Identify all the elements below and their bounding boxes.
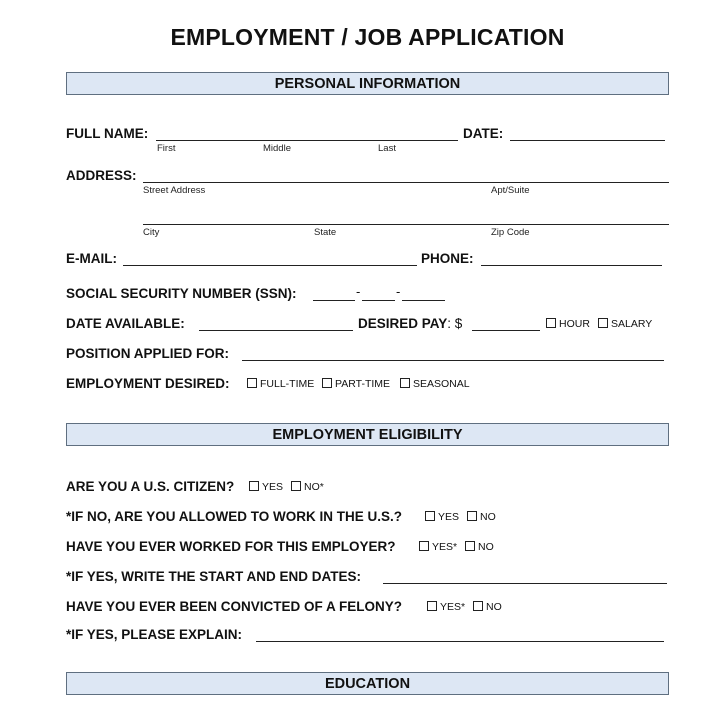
- worked-yes-checkbox[interactable]: [419, 541, 429, 551]
- felony-no-checkbox[interactable]: [473, 601, 483, 611]
- worked-before-question: HAVE YOU EVER WORKED FOR THIS EMPLOYER?: [66, 539, 396, 554]
- first-name-caption: First: [157, 143, 176, 154]
- allowed-yes-option[interactable]: YES: [425, 511, 459, 523]
- citizen-yes-checkbox[interactable]: [249, 481, 259, 491]
- salary-option[interactable]: SALARY: [598, 318, 652, 330]
- ssn-part-2-field[interactable]: [362, 300, 395, 301]
- middle-name-caption: Middle: [263, 143, 291, 154]
- position-field[interactable]: [242, 360, 664, 361]
- ssn-dash-2: -: [396, 284, 401, 299]
- salary-checkbox[interactable]: [598, 318, 608, 328]
- section-header-personal-information: PERSONAL INFORMATION: [66, 72, 669, 95]
- part-time-option[interactable]: PART-TIME: [322, 378, 390, 390]
- worked-yes-option[interactable]: YES*: [419, 541, 457, 553]
- ssn-label: SOCIAL SECURITY NUMBER (SSN):: [66, 286, 297, 301]
- worked-no-option[interactable]: NO: [465, 541, 494, 553]
- page-title: EMPLOYMENT / JOB APPLICATION: [170, 24, 565, 50]
- last-name-caption: Last: [378, 143, 396, 154]
- section-header-employment-eligibility: EMPLOYMENT ELIGIBILITY: [66, 423, 669, 446]
- address-label: ADDRESS:: [66, 168, 137, 183]
- email-field[interactable]: [123, 265, 417, 266]
- citizen-no-option[interactable]: NO*: [291, 481, 324, 493]
- position-label: POSITION APPLIED FOR:: [66, 346, 230, 361]
- seasonal-checkbox[interactable]: [400, 378, 410, 388]
- full-time-checkbox[interactable]: [247, 378, 257, 388]
- citizen-no-checkbox[interactable]: [291, 481, 301, 491]
- explain-field[interactable]: [256, 641, 664, 642]
- date-label: DATE:: [463, 126, 504, 141]
- explain-question: *IF YES, PLEASE EXPLAIN:: [66, 627, 243, 642]
- date-available-label: DATE AVAILABLE:: [66, 316, 185, 331]
- email-label: E-MAIL:: [66, 251, 117, 266]
- allowed-no-option[interactable]: NO: [467, 511, 496, 523]
- felony-question: HAVE YOU EVER BEEN CONVICTED OF A FELONY?: [66, 599, 403, 614]
- employment-desired-label: EMPLOYMENT DESIRED:: [66, 376, 230, 391]
- ssn-part-1-field[interactable]: [313, 300, 355, 301]
- part-time-checkbox[interactable]: [322, 378, 332, 388]
- ssn-dash-1: -: [356, 284, 361, 299]
- city-caption: City: [143, 227, 160, 238]
- date-field[interactable]: [510, 140, 665, 141]
- zip-code-caption: Zip Code: [491, 227, 530, 238]
- full-name-label: FULL NAME:: [66, 126, 149, 141]
- date-available-field[interactable]: [199, 330, 353, 331]
- desired-pay-label: DESIRED PAY: $: [358, 316, 463, 331]
- state-caption: State: [314, 227, 337, 238]
- street-address-caption: Street Address: [143, 185, 206, 196]
- felony-no-option[interactable]: NO: [473, 601, 502, 613]
- full-time-option[interactable]: FULL-TIME: [247, 378, 314, 390]
- apt-suite-caption: Apt/Suite: [491, 185, 530, 196]
- phone-label: PHONE:: [421, 251, 474, 266]
- start-end-dates-question: *IF YES, WRITE THE START AND END DATES:: [66, 569, 362, 584]
- start-end-dates-field[interactable]: [383, 583, 667, 584]
- street-address-field[interactable]: [143, 182, 669, 183]
- citizen-yes-option[interactable]: YES: [249, 481, 283, 493]
- hour-checkbox[interactable]: [546, 318, 556, 328]
- allowed-yes-checkbox[interactable]: [425, 511, 435, 521]
- felony-yes-option[interactable]: YES*: [427, 601, 465, 613]
- allowed-no-checkbox[interactable]: [467, 511, 477, 521]
- desired-pay-field[interactable]: [472, 330, 540, 331]
- ssn-part-3-field[interactable]: [402, 300, 445, 301]
- felony-yes-checkbox[interactable]: [427, 601, 437, 611]
- phone-field[interactable]: [481, 265, 662, 266]
- full-name-field[interactable]: [156, 140, 458, 141]
- section-header-education: EDUCATION: [66, 672, 669, 695]
- worked-no-checkbox[interactable]: [465, 541, 475, 551]
- city-state-zip-field[interactable]: [143, 224, 669, 225]
- seasonal-option[interactable]: SEASONAL: [400, 378, 470, 390]
- hour-option[interactable]: HOUR: [546, 318, 590, 330]
- allowed-to-work-question: *IF NO, ARE YOU ALLOWED TO WORK IN THE U.S.?: [66, 509, 403, 524]
- citizen-question: ARE YOU A U.S. CITIZEN?: [66, 479, 235, 494]
